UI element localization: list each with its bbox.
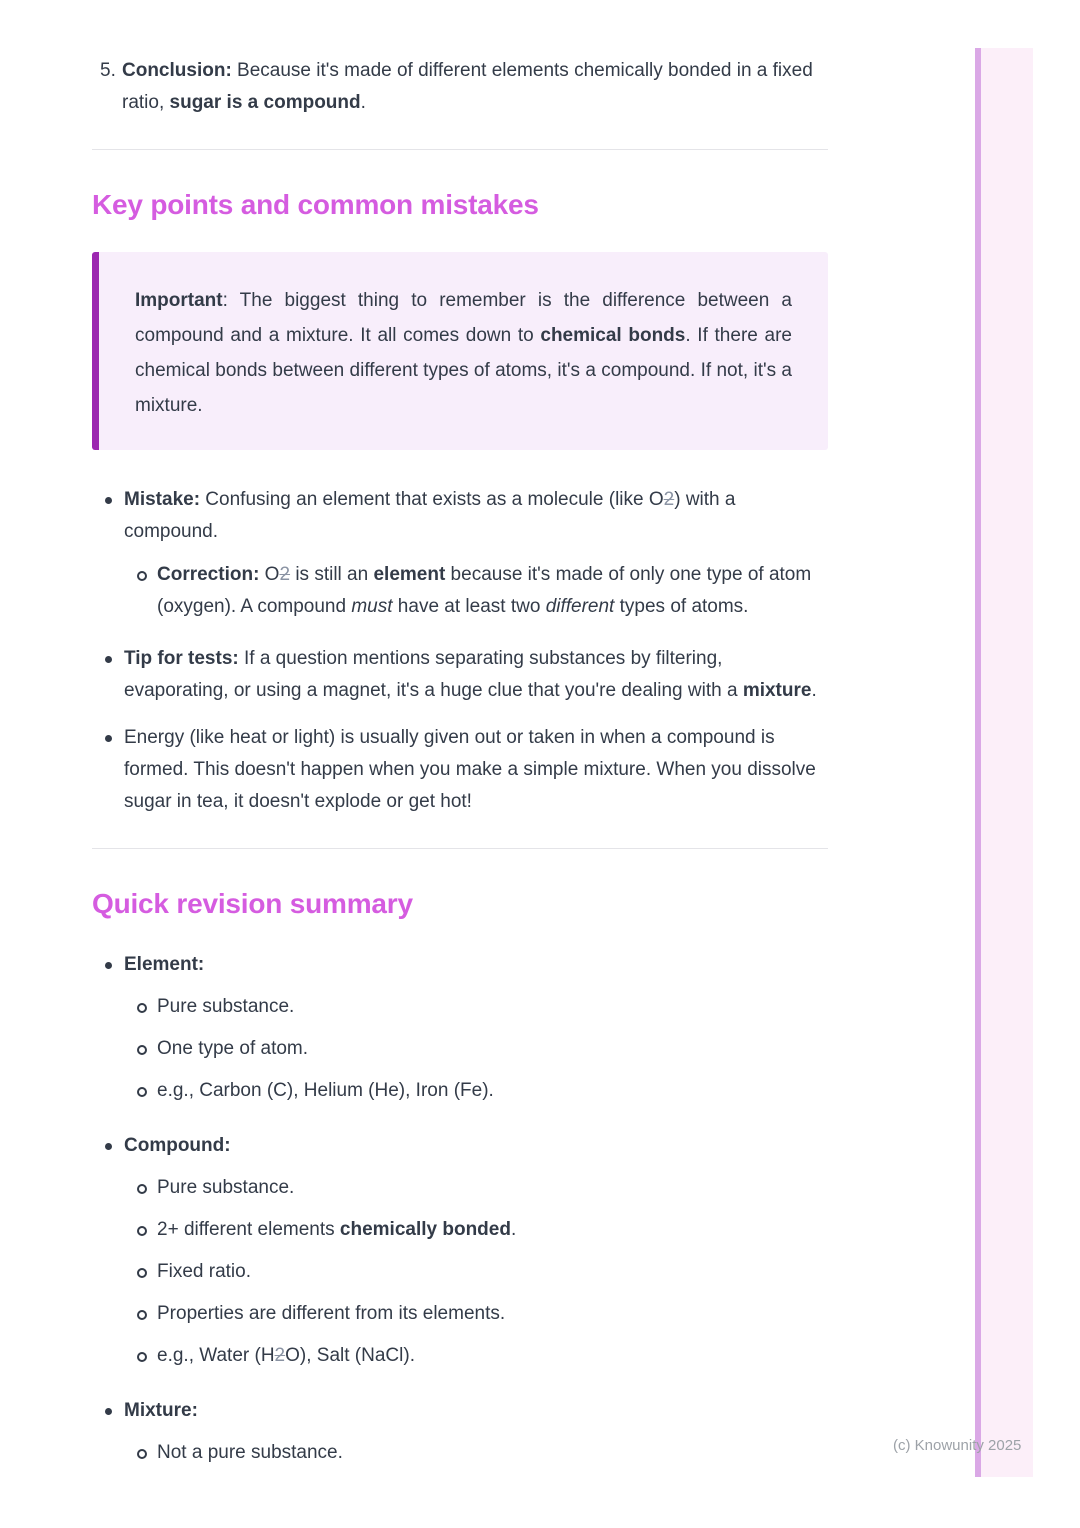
important-callout-text xyxy=(135,283,792,423)
element-label: Element: xyxy=(124,954,205,975)
bullet-circle-icon xyxy=(137,1003,147,1013)
bullet-circle-icon xyxy=(137,1352,147,1362)
element-sub-text: Pure substance. xyxy=(157,996,295,1017)
conclusion-text xyxy=(122,55,828,119)
correction-text-5: types of atoms. xyxy=(614,596,749,617)
compound-sub-bold: chemically bonded xyxy=(339,1219,511,1240)
bullet-dot-icon xyxy=(105,656,112,663)
tip-text-2: . xyxy=(811,680,817,701)
tip-label: Tip for tests: xyxy=(124,648,239,669)
important-label: Important xyxy=(135,290,223,311)
section-divider xyxy=(92,149,828,150)
section-divider xyxy=(92,848,828,849)
energy-text: Energy (like heat or light) is usually given out or taken in when a compound is formed. This doesn't happen when you make a simple mixture. When you dissolve sugar in tea, it doesn't explode or get hot! xyxy=(124,727,816,812)
bullet-circle-icon xyxy=(137,1087,147,1097)
correction-text-2: is still an xyxy=(290,564,374,585)
compound-sub-item xyxy=(92,1340,828,1372)
conclusion-text-1: Because it's made of different elements chemically bonded in a fixed ratio, xyxy=(122,60,813,113)
summary-list xyxy=(92,949,828,1469)
correction-struck-2: 2 xyxy=(279,564,291,585)
compound-sub-text: 2+ different elements xyxy=(157,1219,340,1240)
bullet-circle-icon xyxy=(137,1045,147,1055)
element-sub-text: One type of atom. xyxy=(157,1038,309,1059)
callout-text-2: . If there are chemical bonds between different types of atoms, it's a compound. If not, it's a mixture. xyxy=(135,325,792,416)
mistake-struck-2: 2 xyxy=(663,489,675,510)
correction-text-3: because it's made of only one type of atom (oxygen). A compound xyxy=(157,564,812,617)
page-edge-strip xyxy=(975,48,1033,1477)
conclusion-label: Conclusion: xyxy=(122,60,232,81)
bullet-circle-icon xyxy=(137,1268,147,1278)
mistake-list-item xyxy=(92,484,828,548)
correction-text-1: O xyxy=(259,564,280,585)
compound-list-item xyxy=(92,1130,828,1162)
bullet-circle-icon xyxy=(137,1226,147,1236)
important-callout xyxy=(92,252,828,450)
tip-text-1: If a question mentions separating substances by filtering, evaporating, or using a magnet, it's a huge clue that you're dealing with a xyxy=(124,648,743,701)
bullet-dot-icon xyxy=(105,1143,112,1150)
bullet-circle-icon xyxy=(137,571,147,581)
copyright-text: (c) Knowunity 2025 xyxy=(893,1437,1022,1454)
list-number: 5. xyxy=(100,60,116,81)
element-sub-item xyxy=(92,1075,828,1107)
bullet-dot-icon xyxy=(105,735,112,742)
compound-label: Compound: xyxy=(124,1135,231,1156)
compound-sub-text: Pure substance. xyxy=(157,1177,295,1198)
conclusion-list-item xyxy=(92,0,828,119)
compound-sub-text: e.g., Water (H xyxy=(157,1345,275,1366)
key-points-heading: Key points and common mistakes xyxy=(92,189,539,220)
mixture-sub-text: Not a pure substance. xyxy=(157,1442,343,1463)
compound-sub-struck-2: 2 xyxy=(274,1345,286,1366)
bullet-circle-icon xyxy=(137,1184,147,1194)
callout-text-1: : The biggest thing to remember is the difference between a compound and a mixture. It all comes down to xyxy=(135,290,792,346)
mistake-text-2: ) with a compound. xyxy=(124,489,736,542)
correction-list-item xyxy=(92,559,828,623)
bullet-dot-icon xyxy=(105,497,112,504)
callout-bold: chemical bonds xyxy=(540,325,686,346)
energy-list-item xyxy=(92,722,828,818)
mixture-list-item xyxy=(92,1395,828,1427)
conclusion-text-2: . xyxy=(360,92,366,113)
key-points-list xyxy=(92,484,828,818)
correction-bold: element xyxy=(373,564,446,585)
mixture-label: Mixture: xyxy=(124,1400,198,1421)
element-sub-item xyxy=(92,1033,828,1065)
element-sub-text: e.g., Carbon (C), Helium (He), Iron (Fe). xyxy=(157,1080,494,1101)
page-content xyxy=(92,0,828,1469)
element-sub-item xyxy=(92,991,828,1023)
tip-bold: mixture xyxy=(742,680,812,701)
bullet-circle-icon xyxy=(137,1310,147,1320)
tip-list-item xyxy=(92,643,828,707)
compound-sub-text: Fixed ratio. xyxy=(157,1261,251,1282)
compound-sub-text-2: O), Salt (NaCl). xyxy=(285,1345,415,1366)
correction-italic-1: must xyxy=(351,596,393,617)
compound-sub-item xyxy=(92,1172,828,1204)
conclusion-bold: sugar is a compound xyxy=(169,92,361,113)
correction-label: Correction: xyxy=(157,564,260,585)
correction-italic-2: different xyxy=(545,596,615,617)
mistake-label: Mistake: xyxy=(124,489,201,510)
mistake-text-1: Confusing an element that exists as a molecule (like O xyxy=(200,489,664,510)
compound-sub-text: Properties are different from its elements. xyxy=(157,1303,506,1324)
compound-sub-end: . xyxy=(510,1219,517,1240)
correction-text-4: have at least two xyxy=(392,596,546,617)
compound-sub-item xyxy=(92,1214,828,1246)
bullet-dot-icon xyxy=(105,1408,112,1415)
element-list-item xyxy=(92,949,828,981)
mixture-sub-item xyxy=(92,1437,828,1469)
summary-heading: Quick revision summary xyxy=(92,888,413,919)
bullet-circle-icon xyxy=(137,1449,147,1459)
compound-sub-item xyxy=(92,1256,828,1288)
compound-sub-item xyxy=(92,1298,828,1330)
bullet-dot-icon xyxy=(105,962,112,969)
